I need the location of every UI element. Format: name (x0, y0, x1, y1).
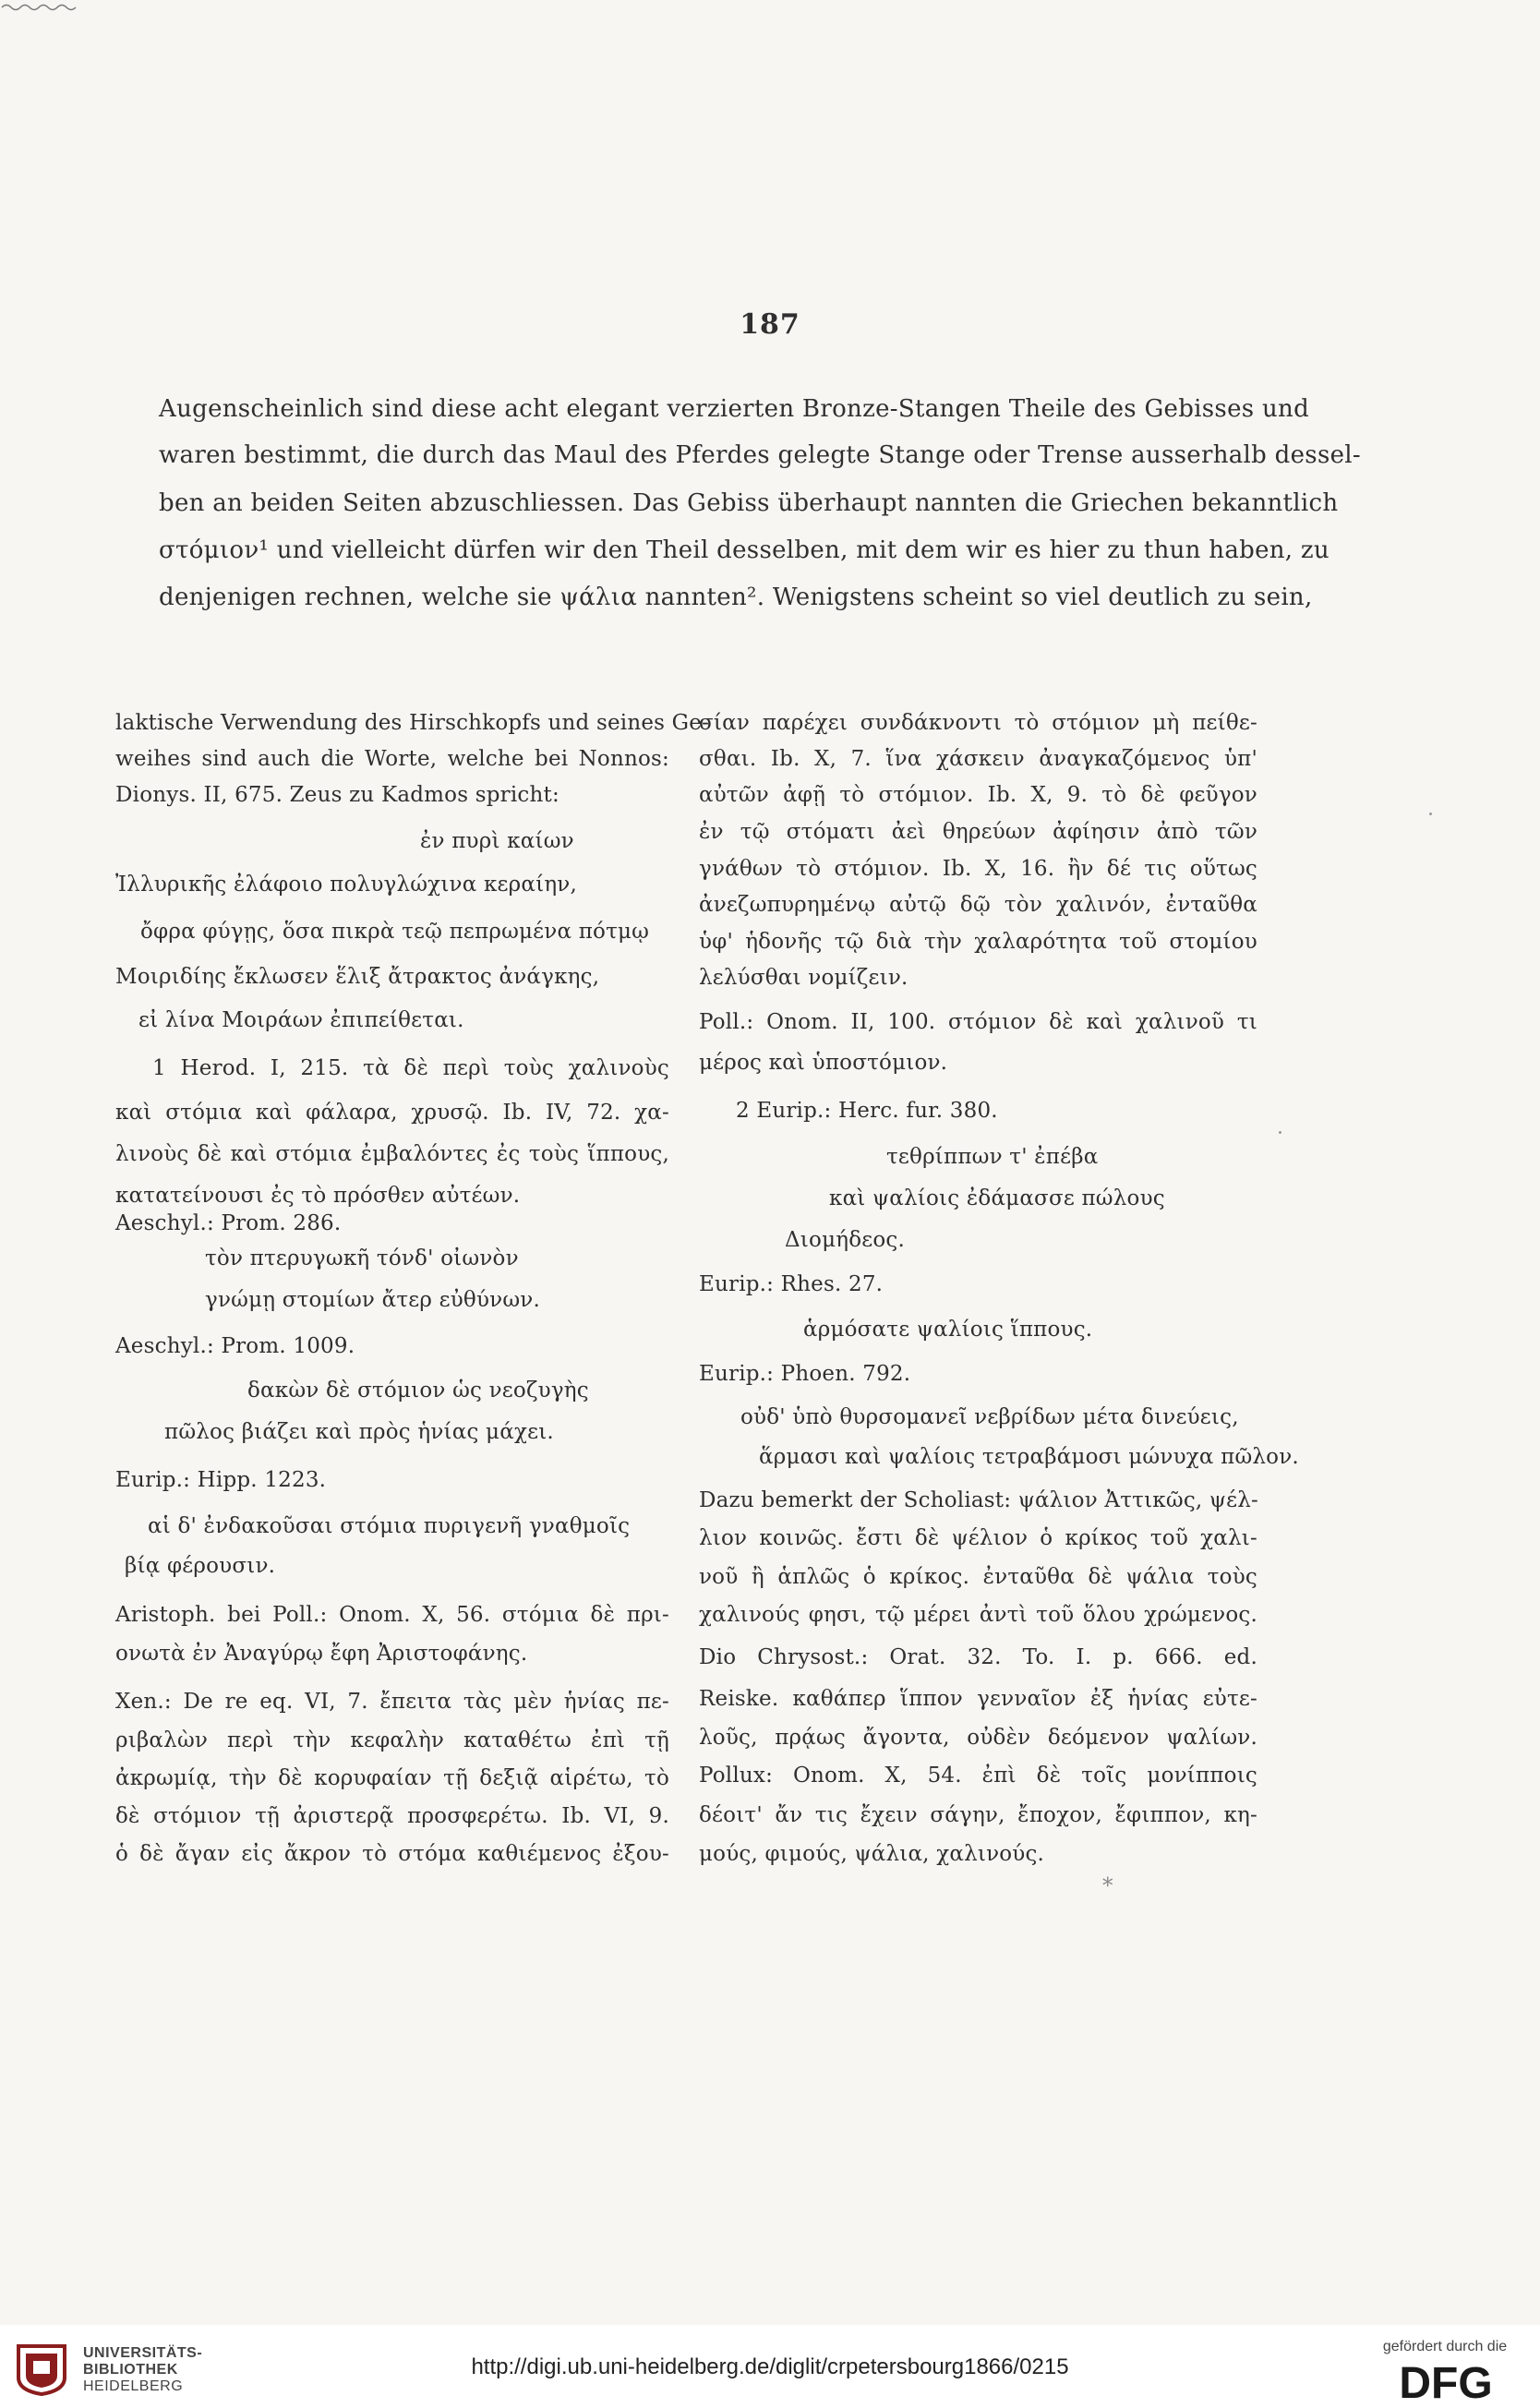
body-line: ben an beiden Seiten abzuschliessen. Das Gebiss überhaupt nannten die Griechen bekanntlich (159, 489, 1339, 517)
footnote-verse: ἅρμασι καὶ ψαλίοις τετραβάμοσι μώνυχα πῶλον. (759, 1445, 1299, 1469)
footnote-verse: οὐδ' ὑπὸ θυρσομανεῖ νεβρίδων μέτα δινεύεις, (740, 1405, 1239, 1429)
page-number: 187 (740, 308, 800, 341)
footnote-verse: ὄφρα φύγῃς, ὅσα πικρὰ τεῷ πεπρωμένα πότμῳ (140, 920, 650, 944)
paper-speck (1429, 813, 1432, 815)
body-line: denjenigen rechnen, welche sie ψάλια nannten². Wenigstens scheint so viel deutlich zu sein, (159, 584, 1313, 611)
body-line: waren bestimmt, die durch das Maul des Pferdes gelegte Stange oder Trense ausserhalb dessel- (159, 441, 1361, 469)
footnote-verse: ἁρμόσατε ψαλίοις ἵππους. (803, 1318, 1093, 1342)
footnote-line: 2 Eurip.: Herc. fur. 380. (736, 1099, 998, 1123)
footnote-line: ἀκρωμίᾳ, τὴν δὲ κορυφαίαν τῇ δεξιᾷ αἱρέτω, τὸ (115, 1766, 669, 1790)
footnote-verse: ἐν πυρὶ καίων (420, 829, 574, 853)
footnote-line: ἀνεζωπυρημένῳ αὐτῷ δῷ τὸν χαλινόν, ἐνταῦθα (699, 893, 1257, 917)
footnote-line: λινοὺς δὲ καὶ στόμια ἐμβαλόντες ἐς τοὺς ἵππους, (115, 1142, 669, 1166)
dfg-logo-icon (1368, 2360, 1523, 2402)
footnote-line: σθαι. Ib. X, 7. ἵνα χάσκειν ἀναγκαζόμενος ὑπ' (699, 747, 1257, 771)
footnote-verse: τὸν πτερυγωκῆ τόνδ' οἰωνὸν (205, 1246, 519, 1270)
footnote-verse: γνώμῃ στομίων ἄτερ εὐθύνων. (205, 1288, 540, 1312)
source-url-link[interactable]: http://digi.ub.uni-heidelberg.de/diglit/crpetersbourg1866/0215 (471, 2354, 1069, 2379)
footnote-line: Eurip.: Rhes. 27. (699, 1272, 884, 1296)
footnote-line: Poll.: Onom. II, 100. στόμιον δὲ καὶ χαλινοῦ τι (699, 1010, 1257, 1034)
footnote-line: δέοιτ' ἄν τις ἔχειν σάγην, ἔποχον, ἔφιππον, κη- (699, 1803, 1257, 1827)
footnote-verse: πῶλος βιάζει καὶ πρὸς ἡνίας μάχει. (164, 1420, 554, 1444)
footnote-line: λοῦς, πρᾴως ἄγοντα, οὐδὲν δεόμενον ψαλίων. (699, 1726, 1257, 1750)
footnote-line: νοῦ ἢ ἁπλῶς ὁ κρίκος. ἐνταῦθα δὲ ψάλια τοὺς (699, 1565, 1257, 1589)
body-line: στόμιον¹ und vielleicht dürfen wir den Theil desselben, mit dem wir es hier zu thun haben, zu (159, 536, 1329, 564)
funding-credit: gefördert durch die (1382, 2339, 1508, 2354)
footnote-line: Eurip.: Hipp. 1223. (115, 1468, 327, 1492)
footnote-verse: Μοιριδίης ἔκλωσεν ἕλιξ ἄτρακτος ἀνάγκης, (115, 965, 600, 989)
paper-speck (1279, 1131, 1281, 1134)
footnote-line: ἐν τῷ στόματι ἀεὶ θηρεύων ἀφίησιν ἀπὸ τῶν (699, 820, 1257, 844)
footnote-line: δὲ στόμιον τῇ ἀριστερᾷ προσφερέτω. Ib. VI, 9. (115, 1804, 669, 1828)
svg-text:DFG: DFG (1399, 2360, 1493, 2402)
footnote-line: χαλινούς φησι, τῷ μέρει ἀντὶ τοῦ ὅλου χρώμενος. (699, 1603, 1257, 1627)
footnote-line: κατατείνουσι ἐς τὸ πρόσθεν αὐτέων. (115, 1184, 521, 1208)
footnote-line: 1 Herod. I, 215. τὰ δὲ περὶ τοὺς χαλινοὺς (152, 1056, 669, 1080)
footnote-line: Aeschyl.: Prom. 286. (115, 1211, 342, 1235)
footnote-line: Dionys. II, 675. Zeus zu Kadmos spricht: (115, 783, 559, 807)
footnote-line: laktische Verwendung des Hirschkopfs und seines Ge- (115, 711, 710, 735)
footnote-line: καὶ στόμια καὶ φάλαρα, χρυσῷ. Ib. IV, 72. χα- (115, 1101, 669, 1125)
footnote-verse: καὶ ψαλίοις ἐδάμασσε πώλους (829, 1186, 1165, 1210)
footnote-line: Dazu bemerkt der Scholiast: ψάλιον Ἀττικῶς, ψέλ- (699, 1488, 1259, 1512)
footnote-verse: εἰ λίνα Μοιράων ἐπιπείθεται. (138, 1008, 464, 1032)
footnote-line: Aeschyl.: Prom. 1009. (115, 1334, 355, 1358)
footnote-verse: αἱ δ' ἐνδακοῦσαι στόμια πυριγενῆ γναθμοῖς (148, 1514, 631, 1538)
footnote-line: ριβαλὼν περὶ τὴν κεφαλὴν καταθέτω ἐπὶ τῇ (115, 1728, 669, 1752)
footnote-verse: Ἰλλυρικῆς ἐλάφοιο πολυγλώχινα κεραίην, (115, 873, 577, 897)
footnote-line: weihes sind auch die Worte, welche bei Nonnos: (115, 747, 669, 771)
footnote-line: σίαν παρέχει συνδάκνοντι τὸ στόμιον μὴ πείθε- (699, 711, 1257, 735)
footnote-line: αὐτῶν ἀφῇ τὸ στόμιον. Ib. X, 9. τὸ δὲ φεῦγον (699, 783, 1257, 807)
footnote-line: Pollux: Onom. X, 54. ἐπὶ δὲ τοῖς μονίπποις (699, 1764, 1257, 1788)
footnote-line: Aristoph. bei Poll.: Onom. X, 56. στόμια δὲ πρι- (115, 1603, 669, 1627)
footnote-line: μούς, φιμούς, ψάλια, χαλινούς. (699, 1842, 1045, 1866)
footnote-line: ὑφ' ἡδονῆς τῷ διὰ τὴν χαλαρότητα τοῦ στομίου (699, 930, 1257, 954)
wavy-ornament (0, 1, 79, 14)
library-name-line: HEIDELBERG (83, 2378, 184, 2394)
footnote-line: μέρος καὶ ὑποστόμιον. (699, 1051, 948, 1075)
library-name-line: BIBLIOTHEK (83, 2362, 178, 2378)
body-line: Augenscheinlich sind diese acht elegant verzierten Bronze-Stangen Theile des Gebisses und (159, 395, 1310, 423)
footnote-line: Reiske. καθάπερ ἵππον γενναῖον ἐξ ἡνίας εὐτε- (699, 1687, 1257, 1711)
footnote-line: Xen.: De re eq. VI, 7. ἔπειτα τὰς μὲν ἡνίας πε- (115, 1690, 669, 1714)
footnote-line: γνάθων τὸ στόμιον. Ib. X, 16. ἢν δέ τις οὕτως (699, 857, 1257, 881)
footnote-line: λιον κοινῶς. ἔστι δὲ ψέλιον ὁ κρίκος τοῦ χαλι- (699, 1526, 1257, 1550)
library-name-line: UNIVERSITÄTS- (83, 2345, 203, 2361)
footnote-line: Eurip.: Phoen. 792. (699, 1362, 911, 1386)
footnote-line: λελύσθαι νομίζειν. (699, 966, 908, 990)
asterisk-mark: * (1102, 1874, 1113, 1898)
footnote-verse: βίᾳ φέρουσιν. (125, 1554, 276, 1578)
footnote-line: Dio Chrysost.: Orat. 32. To. I. p. 666. ed. (699, 1645, 1257, 1669)
footnote-line: ονωτὰ ἐν Ἀναγύρῳ ἔφη Ἀριστοφάνης. (115, 1642, 528, 1666)
footnote-line: ὁ δὲ ἄγαν εἰς ἄκρον τὸ στόμα καθιέμενος ἐξου- (115, 1842, 669, 1866)
footnote-verse: δακὼν δὲ στόμιον ὡς νεοζυγὴς (247, 1379, 589, 1403)
footnote-verse: τεθρίππων τ' ἐπέβα (886, 1145, 1099, 1169)
footnote-verse: Διομήδεος. (785, 1228, 906, 1252)
